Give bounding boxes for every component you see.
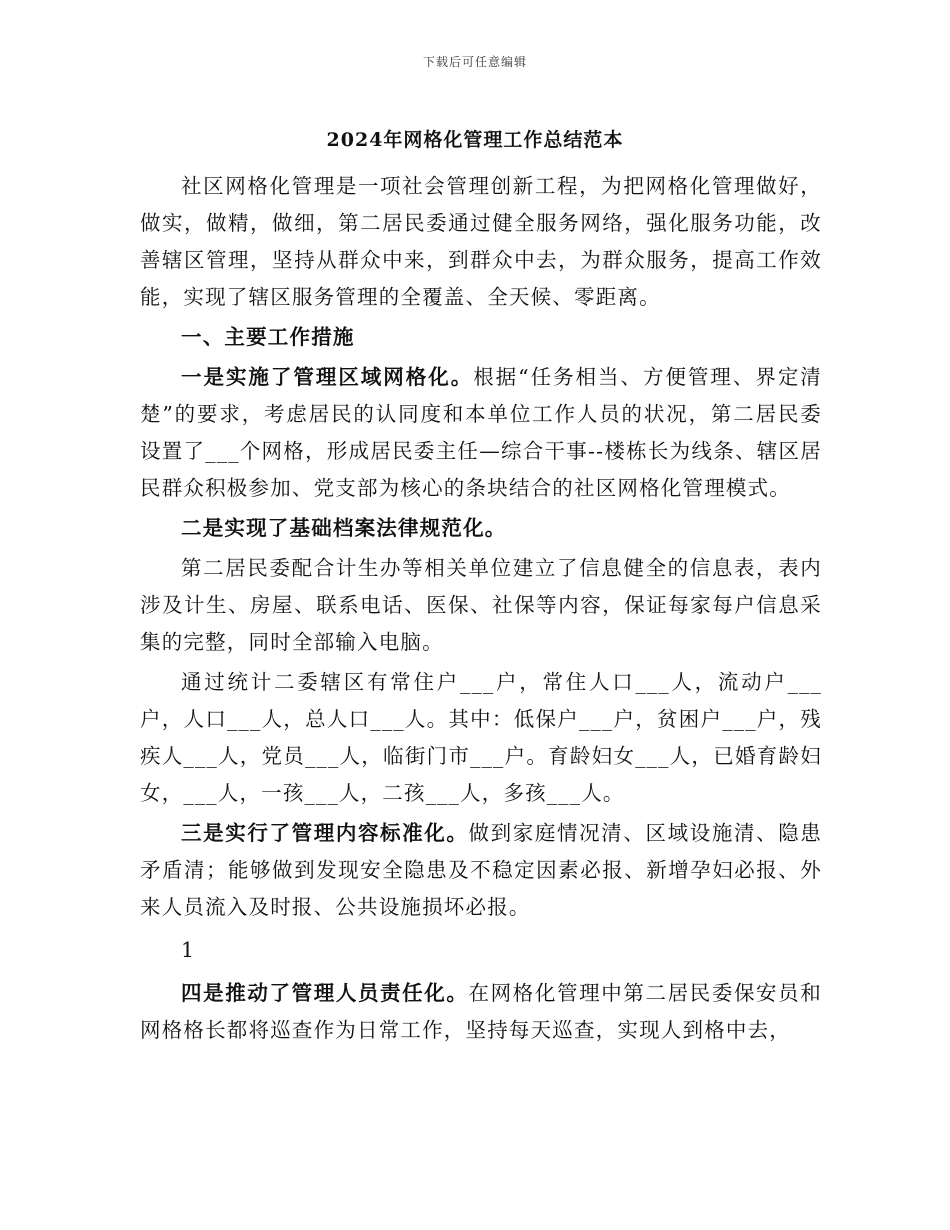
- intro-paragraph: 社区网格化管理是一项社会管理创新工程，为把网格化管理做好，做实，做精，做细，第二居民委通过健全服务网络，强化服务功能，改善辖区管理，坚持从群众中来，到群众中去，为群众服务，提高工作效能，实现了辖区服务管理的全覆盖、全天候、零距离。: [140, 174, 822, 309]
- paragraph-grid-division: [140, 359, 822, 507]
- paragraph-text: 在网格化管理中第二居民委保安员和网格格长都将巡查作为日常工作，坚持每天巡查，实现人到格中去，: [140, 981, 822, 1042]
- section-heading-main-measures: 一、主要工作措施: [181, 325, 355, 349]
- paragraph-info-table: 第二居民委配合计生办等相关单位建立了信息健全的信息表，表内涉及计生、房屋、联系电话、医保、社保等内容，保证每家每户信息采集的完整，同时全部输入电脑。: [140, 556, 822, 654]
- document-body: [140, 168, 822, 1052]
- document-title: 2024年网格化管理工作总结范本: [326, 129, 624, 151]
- page-number: 1: [181, 938, 196, 962]
- paragraph-responsibility: [140, 975, 822, 1049]
- section-heading-archives: 二是实现了基础档案法律规范化。: [181, 516, 507, 540]
- paragraph-text: 做到家庭情况清、区域设施清、隐患矛盾清；能够做到发现安全隐患及不稳定因素必报、新增孕妇必报、外来人员流入及时报、公共设施损坏必报。: [140, 821, 822, 919]
- paragraph-lead: 一是实施了管理区域网格化。: [181, 365, 474, 389]
- paragraph-text: 根据“任务相当、方便管理、界定清楚”的要求，考虑居民的认同度和本单位工作人员的状况，第二居民委设置了___个网格，形成居民委主任—综合干事--楼栋长为线条、辖区居民群众积极参加、党支部为核心的条块结合的社区网格化管理模式。: [140, 365, 822, 500]
- paragraph-statistics: 通过统计二委辖区有常住户___户，常住人口___人，流动户___户，人口___人，总人口___人。其中：低保户___户，贫困户___户，残疾人___人，党员___人，临街门市___户。育龄妇女___人，已婚育龄妇女，___人，一孩___人，二孩___人，多孩___人。: [140, 670, 822, 805]
- paragraph-lead: 四是推动了管理人员责任化。: [181, 981, 469, 1005]
- paragraph-standardization: [140, 815, 822, 926]
- paragraph-lead: 三是实行了管理内容标准化。: [181, 821, 469, 845]
- header-note: 下载后可任意编辑: [422, 55, 527, 69]
